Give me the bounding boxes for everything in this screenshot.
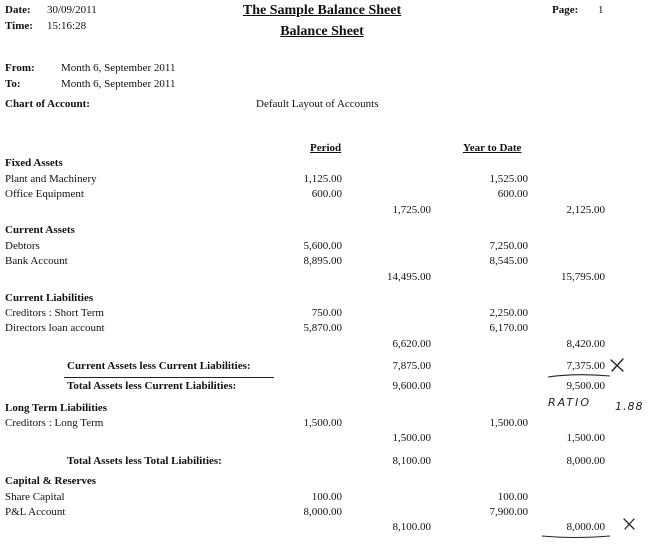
section-ytd-total: 2,125.00	[566, 204, 605, 216]
fixed-assets-title: Fixed Assets	[5, 157, 63, 169]
section-period-total: 1,725.00	[392, 204, 431, 216]
section-period-total: 1,500.00	[392, 432, 431, 444]
row-label: P&L Account	[5, 506, 66, 518]
capital-reserves-title: Capital & Reserves	[5, 475, 97, 487]
company-title: The Sample Balance Sheet	[242, 3, 402, 18]
date-value: 30/09/2011	[47, 4, 97, 16]
row-period: 5,600.00	[303, 240, 342, 252]
ta-less-tl-label: Total Assets less Total Liabilities:	[67, 455, 222, 467]
cross-mark-icon	[621, 516, 637, 532]
row-ytd: 7,900.00	[489, 506, 528, 518]
section-ytd-total: 1,500.00	[566, 432, 605, 444]
chart-of-account-label: Chart of Account:	[5, 98, 90, 110]
handwritten-underline	[540, 533, 612, 541]
row-ytd: 1,525.00	[489, 173, 528, 185]
section-ytd-total: 8,420.00	[566, 338, 605, 350]
row-period: 8,000.00	[303, 506, 342, 518]
from-label: From:	[5, 62, 35, 74]
handwritten-underline	[546, 372, 612, 380]
ca-less-cl-ytd: 7,375.00	[566, 360, 605, 372]
ratio-annotation-label: RATIO	[548, 396, 591, 409]
ta-less-tl-ytd: 8,000.00	[566, 455, 605, 467]
ca-less-cl-label: Current Assets less Current Liabilities:	[67, 360, 251, 372]
row-label: Creditors : Long Term	[5, 417, 104, 429]
section-period-total: 14,495.00	[387, 271, 431, 283]
row-period: 100.00	[311, 491, 342, 503]
row-label: Bank Account	[5, 255, 68, 267]
from-value: Month 6, September 2011	[61, 62, 176, 74]
row-label: Directors loan account	[5, 322, 105, 334]
ta-less-cl-ytd: 9,500.00	[566, 380, 605, 392]
current-liabilities-title: Current Liabilities	[5, 292, 94, 304]
current-assets-title: Current Assets	[5, 224, 75, 236]
ratio-annotation-value: 1.88	[615, 400, 644, 413]
ta-less-tl-period: 8,100.00	[392, 455, 431, 467]
row-period: 1,125.00	[303, 173, 342, 185]
row-period: 8,895.00	[303, 255, 342, 267]
to-value: Month 6, September 2011	[61, 78, 176, 90]
row-ytd: 2,250.00	[489, 307, 528, 319]
row-label: Creditors : Short Term	[5, 307, 104, 319]
to-label: To:	[5, 78, 21, 90]
ytd-column-header: Year to Date	[463, 142, 522, 154]
row-label: Debtors	[5, 240, 40, 252]
page-number: 1	[598, 4, 604, 16]
row-period: 600.00	[311, 188, 342, 200]
section-ytd-total: 15,795.00	[561, 271, 605, 283]
row-label: Office Equipment	[5, 188, 84, 200]
row-label: Plant and Machinery	[5, 173, 97, 185]
ca-less-cl-period: 7,875.00	[392, 360, 431, 372]
period-column-header: Period	[310, 142, 342, 154]
page-label: Page:	[552, 4, 579, 16]
row-label: Share Capital	[5, 491, 65, 503]
section-period-total: 6,620.00	[392, 338, 431, 350]
row-ytd: 100.00	[497, 491, 528, 503]
section-divider	[64, 377, 274, 378]
ta-less-cl-period: 9,600.00	[392, 380, 431, 392]
time-label: Time:	[5, 20, 33, 32]
ta-less-cl-label: Total Assets less Current Liabilities:	[67, 380, 237, 392]
row-period: 750.00	[311, 307, 342, 319]
row-ytd: 7,250.00	[489, 240, 528, 252]
time-value: 15:16:28	[47, 20, 87, 32]
chart-of-account-value: Default Layout of Accounts	[256, 98, 379, 110]
section-period-total: 8,100.00	[392, 521, 431, 533]
report-title: Balance Sheet	[280, 24, 364, 39]
row-ytd: 600.00	[497, 188, 528, 200]
row-ytd: 8,545.00	[489, 255, 528, 267]
row-ytd: 1,500.00	[489, 417, 528, 429]
long-term-liabilities-title: Long Term Liabilities	[5, 402, 108, 414]
section-ytd-total: 8,000.00	[566, 521, 605, 533]
row-period: 1,500.00	[303, 417, 342, 429]
date-label: Date:	[5, 4, 31, 16]
row-period: 5,870.00	[303, 322, 342, 334]
row-ytd: 6,170.00	[489, 322, 528, 334]
